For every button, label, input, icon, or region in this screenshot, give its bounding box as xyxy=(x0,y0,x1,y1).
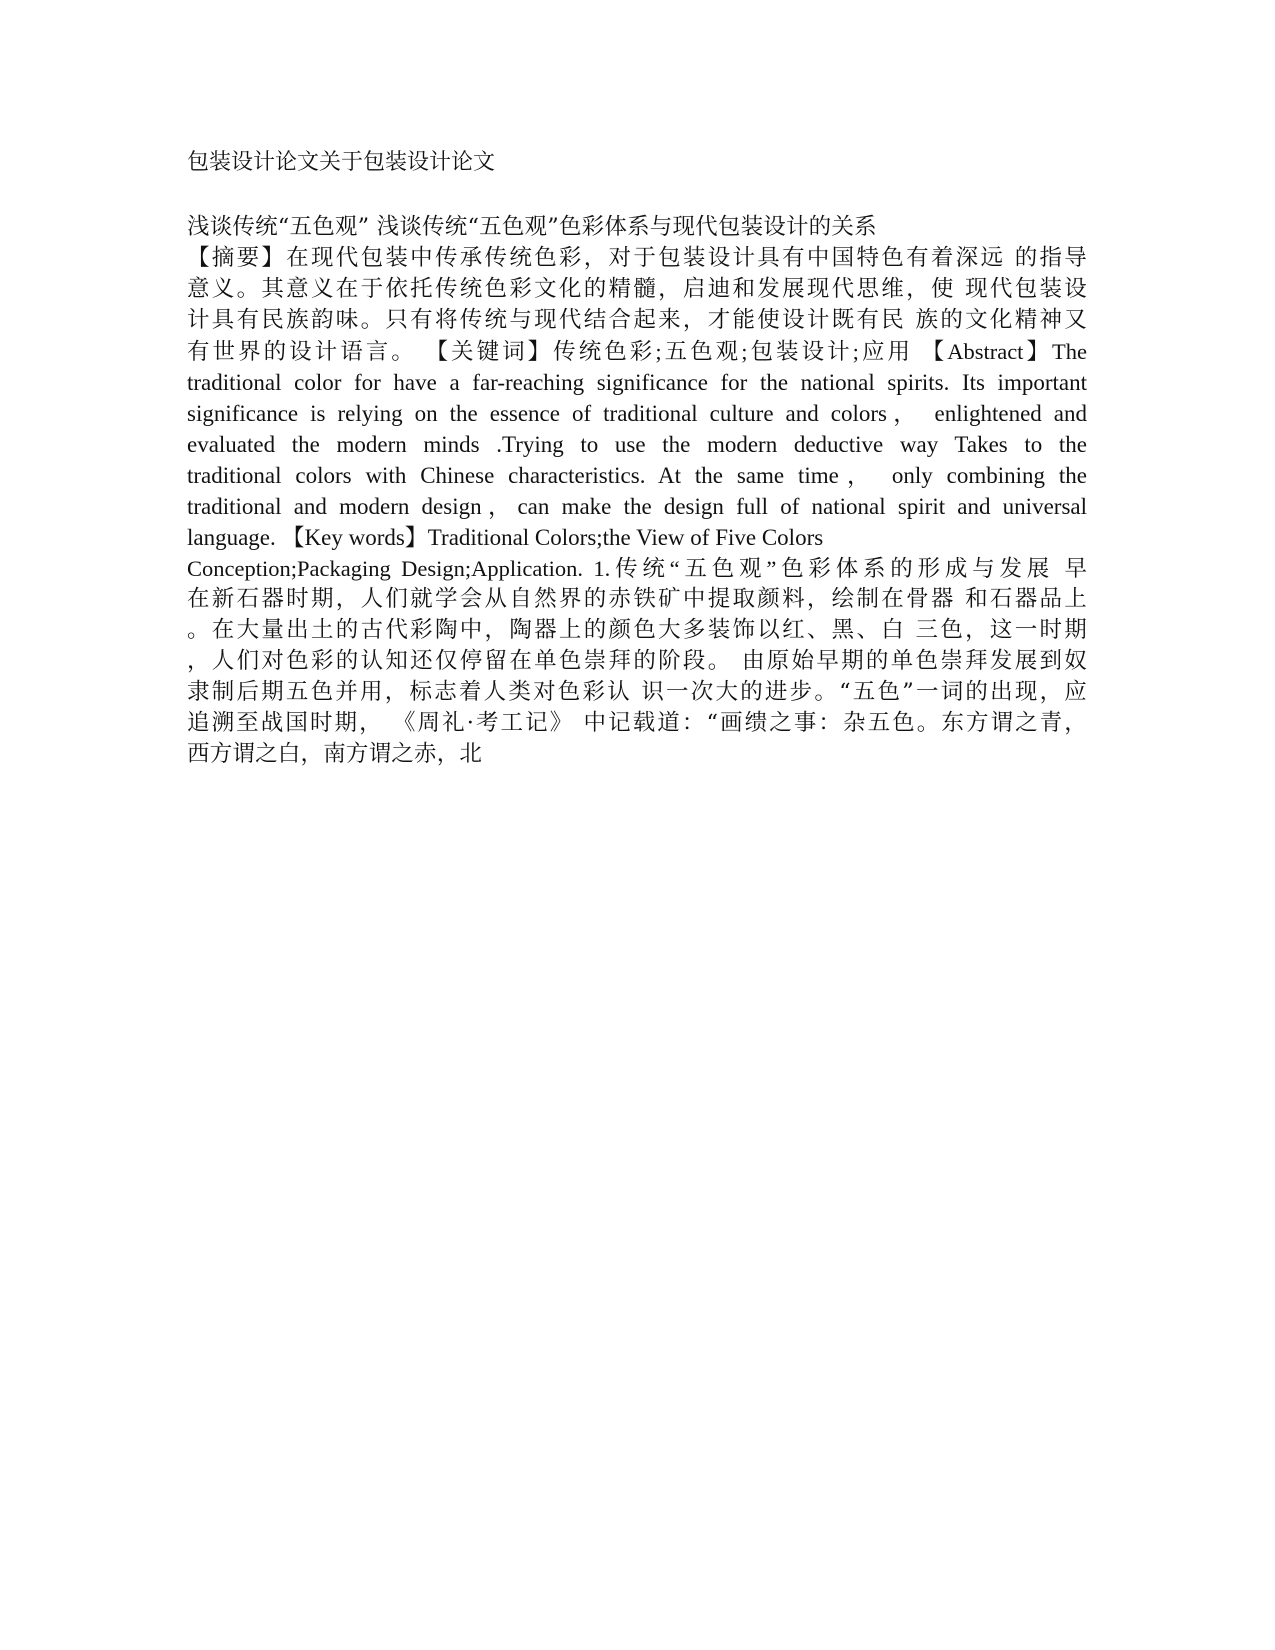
body-line: 追溯至战国时期， 《周礼·考工记》 中记载道：“画缋之事：杂五色。东方谓之青， xyxy=(187,710,1087,736)
body-line: 西方谓之白，南方谓之赤，北 xyxy=(187,741,483,767)
english-abstract-line: traditional and modern design，can make the design full of national spirit and universal xyxy=(187,494,1087,519)
article-body xyxy=(187,212,1087,770)
document-title: 包装设计论文关于包装设计论文 xyxy=(187,150,496,175)
english-keywords-line: language. 【Key words】Traditional Colors;the View of Five Colors xyxy=(187,525,824,550)
english-abstract-line: traditional color for have a far-reaching significance for the national spirits. Its important xyxy=(187,370,1087,395)
body-line: ，人们对色彩的认知还仅停留在单色崇拜的阶段。 由原始早期的单色崇拜发展到奴 xyxy=(187,648,1087,674)
body-line: 在新石器时期，人们就学会从自然界的赤铁矿中提取颜料，绘制在骨器 和石器品上 xyxy=(187,586,1087,612)
body-line: Conception;Packaging Design;Application. 1.传统“五色观”色彩体系的形成与发展 早 xyxy=(187,556,1087,581)
english-abstract-line: significance is relying on the essence of traditional culture and colors， enlightened and xyxy=(187,401,1087,426)
body-line: 隶制后期五色并用，标志着人类对色彩认 识一次大的进步。“五色”一词的出现，应 xyxy=(187,679,1087,705)
body-line: 。在大量出土的古代彩陶中，陶器上的颜色大多装饰以红、黑、白 三色，这一时期 xyxy=(187,617,1087,643)
abstract-line: 计具有民族韵味。只有将传统与现代结合起来，才能使设计既有民 族的文化精神又 xyxy=(187,307,1087,333)
english-abstract-line: traditional colors with Chinese characteristics. At the same time， only combining the xyxy=(187,463,1087,488)
english-abstract-line: evaluated the modern minds .Trying to use the modern deductive way Takes to the xyxy=(187,432,1087,457)
abstract-line: 意义。其意义在于依托传统色彩文化的精髓，启迪和发展现代思维，使 现代包装设 xyxy=(187,276,1087,302)
abstract-line: 【摘要】在现代包装中传承传统色彩，对于包装设计具有中国特色有着深远 的指导 xyxy=(187,245,1087,271)
article-heading-line: 浅谈传统“五色观” 浅谈传统“五色观”色彩体系与现代包装设计的关系 xyxy=(187,214,877,240)
keywords-line: 有世界的设计语言。 【关键词】传统色彩;五色观;包装设计;应用 【Abstract】The xyxy=(187,339,1087,364)
